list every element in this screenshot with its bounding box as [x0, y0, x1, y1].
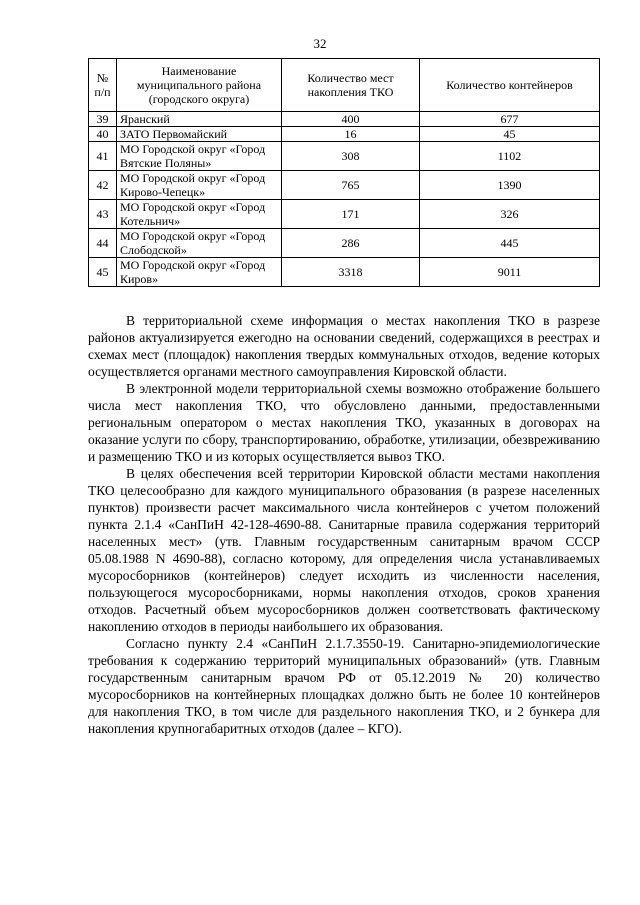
row-name: Яранский	[117, 112, 282, 127]
table-row	[89, 112, 600, 127]
row-places: 3318	[282, 258, 420, 287]
row-places: 16	[282, 127, 420, 142]
row-number: 43	[89, 200, 117, 229]
page-number: 32	[313, 36, 327, 51]
row-name: МО Городской округ «Город Киров»	[117, 258, 282, 287]
row-containers: 45	[420, 127, 600, 142]
row-containers: 445	[420, 229, 600, 258]
row-containers: 9011	[420, 258, 600, 287]
row-name: МО Городской округ «Город Вятские Поляны»	[117, 142, 282, 171]
row-number: 42	[89, 171, 117, 200]
header-name: Наименование муниципального района (городского округа)	[117, 59, 282, 112]
row-containers: 1102	[420, 142, 600, 171]
row-places: 400	[282, 112, 420, 127]
row-places: 171	[282, 200, 420, 229]
row-containers: 1390	[420, 171, 600, 200]
header-number: № п/п	[89, 59, 117, 112]
row-name: МО Городской округ «Город Котельнич»	[117, 200, 282, 229]
paragraph-info-update: В территориальной схеме информация о местах накопления ТКО в разрезе районов актуализируется ежегодно на основании сведений, содержащихся в реестрах и схемах мест (площадок) накопления твердых коммунальных отходов, ведение которых осуществляется органами местного самоуправления Кировской области.	[88, 313, 600, 379]
row-number: 39	[89, 112, 117, 127]
row-number: 45	[89, 258, 117, 287]
row-places: 765	[282, 171, 420, 200]
row-name: ЗАТО Первомайский	[117, 127, 282, 142]
header-places: Количество мест накопления ТКО	[282, 59, 420, 112]
body-text	[88, 312, 600, 737]
header-containers: Количество контейнеров	[420, 59, 600, 112]
row-name: МО Городской округ «Город Кирово-Чепецк»	[117, 171, 282, 200]
paragraph-electronic-model: В электронной модели территориальной схемы возможно отображение большего числа мест накопления ТКО, что обусловлено данными, предоставленными региональным оператором о местах накопления ТКО, указанных в договорах на оказание услуги по сбору, транспортированию, обработке, утилизации, обезвреживанию и размещению ТКО и из которых осуществляется вывоз ТКО.	[88, 381, 600, 464]
row-containers: 326	[420, 200, 600, 229]
row-number: 44	[89, 229, 117, 258]
table-row	[89, 171, 600, 200]
row-name: МО Городской округ «Город Слободской»	[117, 229, 282, 258]
row-number: 41	[89, 142, 117, 171]
table-row	[89, 142, 600, 171]
paragraph-sanpin-requirements: Согласно пункту 2.4 «СанПиН 2.1.7.3550-19. Санитарно-эпидемиологические требования к содержанию территорий муниципальных образований» (утв. Главным государственным санитарным врачом РФ от 05.12.2019 № 20) количество мусоросборников на контейнерных площадках должно быть не более 10 контейнеров для накопления ТКО, в том числе для раздельного накопления ТКО, и 2 бункера для накопления крупногабаритных отходов (далее – КГО).	[88, 636, 600, 736]
table-row	[89, 258, 600, 287]
row-places: 286	[282, 229, 420, 258]
table-row	[89, 200, 600, 229]
table-header-row	[89, 59, 600, 112]
paragraph-container-calculation: В целях обеспечения всей территории Кировской области местами накопления ТКО целесообразно для каждого муниципального образования (в разрезе населенных пунктов) произвести расчет максимального числа контейнеров с учетом положений пункта 2.1.4 «СанПиН 42-128-4690-88. Санитарные правила содержания территорий населенных мест» (утв. Главным государственным санитарным врачом СССР 05.08.1988 N 4690-88), согласно которому, для определения числа устанавливаемых мусоросборников (контейнеров) следует исходить из численности населения, пользующегося мусоросборниками, нормы накопления отходов, сроков хранения отходов. Расчетный объем мусоросборников должен соответствовать фактическому накоплению отходов в периоды наибольшего их образования.	[88, 466, 600, 634]
table-row	[89, 127, 600, 142]
tko-table	[88, 58, 600, 287]
table-row	[89, 229, 600, 258]
row-number: 40	[89, 127, 117, 142]
row-places: 308	[282, 142, 420, 171]
row-containers: 677	[420, 112, 600, 127]
